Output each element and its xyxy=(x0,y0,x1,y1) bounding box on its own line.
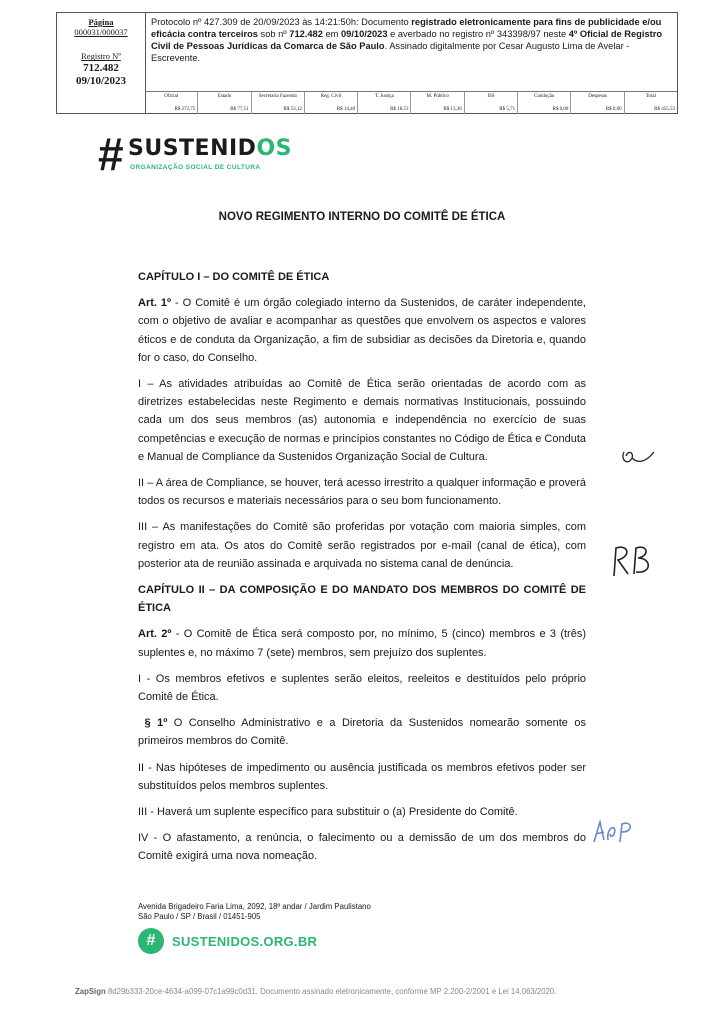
signature-mark xyxy=(618,444,658,470)
signature-initials xyxy=(608,542,658,582)
fee-cell: Reg. Civil R$ 14,40 xyxy=(305,92,358,114)
footer-address: Avenida Brigadeiro Faria Lima, 2092, 18º andar / Jardim Paulistano São Paulo / SP / Brasil / 01451-905 xyxy=(138,902,371,921)
website-url[interactable]: SUSTENIDOS.ORG.BR xyxy=(172,933,318,949)
registry-date: 09/10/2023 xyxy=(75,74,127,87)
registry-id-box xyxy=(57,13,146,113)
signature-initials xyxy=(588,816,648,846)
fee-cell: M. Público R$ 13,36 xyxy=(411,92,464,114)
logo-subtitle: ORGANIZAÇÃO SOCIAL DE CULTURA xyxy=(130,164,261,171)
fee-cell: Oficial R$ 272,75 xyxy=(145,92,198,114)
paragraph: I - Os membros efetivos e suplentes serão eleitos, reeleitos e destituídos pelo próprio Comitê de Ética. xyxy=(138,672,586,704)
fee-cell: Total R$ 455,53 xyxy=(645,94,675,112)
footer-website xyxy=(138,928,317,954)
fee-cell: Condução R$ 0,00 xyxy=(518,92,571,114)
article-paragraph: Art. 2º - O Comitê de Ética será composto por, no mínimo, 5 (cinco) membros e 3 (três) suplentes e, no máximo 7 (sete) membros, sem prejuízo dos suplentes. xyxy=(138,628,586,659)
registry-text: Protocolo nº 427.309 de 20/09/2023 às 14:21:50h: Documento registrado eletronicamente para fins de publicidade e/ou eficácia contra terceiros sob nº 712.482 em 09/10/2023 e averbado no registro nº 343398/97 neste 4º Oficial de Registro Civil de Pessoas Jurídicas da Comarca de São Paulo. Assinado digitalmente por Cesar Augusto Lima de Avelar - Escrevente. xyxy=(151,17,663,63)
hash-circle-icon: # xyxy=(138,928,164,954)
logo-name: SUSTENIDOS xyxy=(128,136,292,161)
chapter-heading: CAPÍTULO I – DO COMITÊ DE ÉTICA xyxy=(138,271,330,283)
sustenidos-logo xyxy=(98,128,292,180)
paragraph: II – A área de Compliance, se houver, terá acesso irrestrito a qualquer informação e proverá todos os recursos e materiais necessários para o seu bom funcionamento. xyxy=(138,477,586,508)
pagina-value: 000031/000037 xyxy=(74,27,128,38)
pagina-label: Página xyxy=(88,17,114,27)
fee-cell: Despesas R$ 0,00 xyxy=(571,92,624,114)
fee-cell: Secretaria Fazenda R$ 53,12 xyxy=(252,92,305,114)
registro-label: Registro Nº xyxy=(81,51,121,62)
fee-cell: ISS R$ 5,71 xyxy=(465,92,518,114)
fee-cell: T. Justiça R$ 18,53 xyxy=(358,92,411,114)
chapter-heading: CAPÍTULO II – DA COMPOSIÇÃO E DO MANDATO DOS MEMBROS DO COMITÊ DE ÉTICA xyxy=(138,584,586,615)
paragraph: II - Nas hipóteses de impedimento ou ausência justificada os membros efetivos poder ser substituídos pelos membros suplentes. xyxy=(138,761,586,792)
document-title: NOVO REGIMENTO INTERNO DO COMITÊ DE ÉTICA xyxy=(218,211,506,223)
hash-icon: # xyxy=(98,128,124,180)
paragraph: III - Haverá um suplente específico para substituir o (a) Presidente do Comitê. xyxy=(138,806,518,819)
paragraph: III – As manifestações do Comitê são proferidas por votação com maioria simples, com registro em ata. Os atos do Comitê serão registrados por e-mail (canal de ética), com posterior ata de reunião assinada e arquivada no sistema canal de denúncia. xyxy=(138,521,586,570)
fees-table xyxy=(145,91,677,114)
fee-cell: Estado R$ 77,51 xyxy=(198,92,251,114)
document-body xyxy=(138,262,586,874)
paragraph: § 1º O Conselho Administrativo e a Diretoria da Sustenidos nomearão somente os primeiros membros do Comitê. xyxy=(138,717,586,748)
paragraph: I – As atividades atribuídas ao Comitê de Ética serão orientadas de acordo com as diretrizes estabelecidas neste Regimento e demais normativas Institucionais, possuindo cada um dos seus membros (as) autonomia e independência no exercício de suas competências e execução de normas e princípios constantes no Código de Ética e Conduta e Manual de Compliance da Sustenidos Organização Social de Cultura. xyxy=(138,378,586,463)
paragraph: IV - O afastamento, a renúncia, o falecimento ou a demissão de um dos membros do Comitê exigirá uma nova nomeação. xyxy=(138,832,586,863)
registry-stamp xyxy=(56,12,678,114)
zapsign-footer: ZapSign 8d29b333-20ce-4634-a099-07c1a99c0d31. Documento assinado eletronicamente, conforme MP 2.200-2/2001 e Lei 14.063/2020. xyxy=(75,987,557,996)
registro-value: 712.482 xyxy=(83,61,119,74)
article-paragraph: Art. 1º - O Comitê é um órgão colegiado interno da Sustenidos, de caráter independente, com o objetivo de avaliar e acompanhar as questões que envolvem os aspectos e valores éticos e de conduta da Organização, a fim de subsidiar as decisões da Diretoria e, quando for o caso, do Conselho. xyxy=(138,297,586,364)
